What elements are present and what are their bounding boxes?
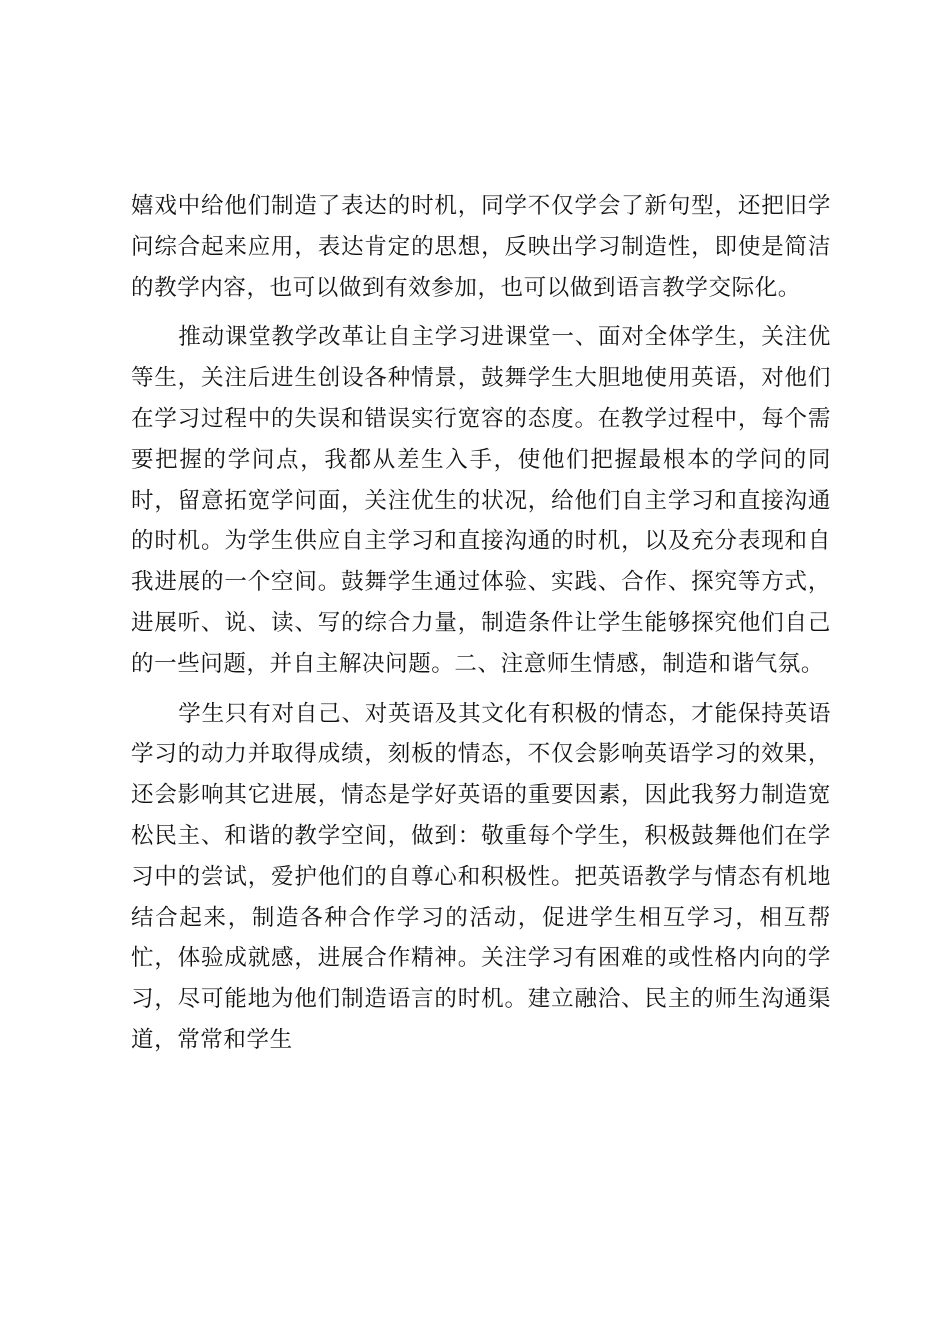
paragraph-1: 嬉戏中给他们制造了表达的时机，同学不仅学会了新句型，还把旧学问综合起来应用，表达肯定的思想，反映出学习制造性，即使是简洁的教学内容，也可以做到有效参加，也可以做到语言教学交际化。 — [131, 193, 831, 301]
paragraph-3: 学生只有对自己、对英语及其文化有积极的情态，才能保持英语学习的动力并取得成绩，刻板的情态，不仅会影响英语学习的效果，还会影响其它进展，情态是学好英语的重要因素，因此我努力制造宽松民主、和谐的教学空间，做到：敬重每个学生，积极鼓舞他们在学习中的尝试，爱护他们的自尊心和积极性。把英语教学与情态有机地结合起来，制造各种合作学习的活动，促进学生相互学习，相互帮忙，体验成就感，进展合作精神。关注学习有困难的或性格内向的学习，尽可能地为他们制造语言的时机。建立融洽、民主的师生沟通渠道，常常和学生 — [131, 700, 831, 1053]
paragraph-2: 推动课堂教学改革让自主学习进课堂一、面对全体学生，关注优等生，关注后进生创设各种情景，鼓舞学生大胆地使用英语，对他们在学习过程中的失误和错误实行宽容的态度。在教学过程中，每个需要把握的学问点，我都从差生入手，使他们把握最根本的学问的同时，留意拓宽学问面，关注优生的状况，给他们自主学习和直接沟通的时机。为学生供应自主学习和直接沟通的时机，以及充分表现和自我进展的一个空间。鼓舞学生通过体验、实践、合作、探究等方式，进展听、说、读、写的综合力量，制造条件让学生能够探究他们自己的一些问题，并自主解决问题。二、注意师生情感，制造和谐气氛。 — [131, 324, 831, 677]
document-body — [131, 186, 831, 1070]
